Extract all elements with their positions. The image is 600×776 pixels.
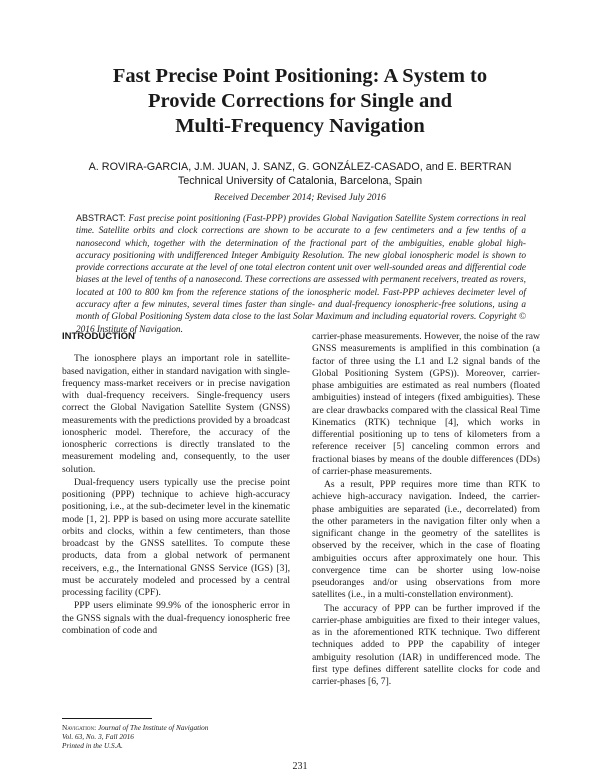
abstract-text: Fast precise point positioning (Fast-PPP) provides Global Navigation Satellite System corrections in real time. Satellite orbits and clock corrections are shown to be accurate to a few centimeters and a few tenths of a nanosecond which, together with the determination of the fractional part of the ambiguities, enable global high-accuracy positioning with undifferenced Integer Ambiguity Resolution. The new global ionospheric model is shown to provide corrections accurate at the level of one total electron content unit over well-sounded areas and differential code biases at the level of tenths of a nanosecond. These corrections are assessed with permanent receivers, treated as rovers, located at 100 to 800 km from the reference stations of the ionospheric model. Fast-PPP achieves decimeter level of accuracy after a few minutes, several times faster than single- and dual-frequency ionospheric-free solutions, using a month of Global Positioning System data close to the last Solar Maximum and including equatorial rovers. Copyright © 2016 Institute of Navigation.: [76, 214, 526, 335]
author-block: [60, 160, 540, 188]
paragraph: The ionosphere plays an important role in satellite-based navigation, either in standard navigation with single-frequency mass-market receivers or in precise navigation with dual-frequency receivers. Single-frequency users correct the Global Navigation Satellite System (GNSS) measurements with the predictions provided by a broadcast ionospheric model. Therefore, the accuracy of the ionospheric corrections is directly translated to the measurement modeling and, consequently, to the user solution.: [62, 353, 290, 475]
received-dates: Received December 2014; Revised July 2016: [214, 193, 386, 203]
journal-volume: Vol. 63, No. 3, Fall 2016: [62, 732, 134, 741]
affiliation: Technical University of Catalonia, Barcelona, Spain: [177, 175, 423, 187]
abstract-label: ABSTRACT:: [76, 213, 126, 223]
page-number: 231: [292, 761, 308, 772]
section-heading: INTRODUCTION: [62, 331, 135, 342]
abstract: [76, 212, 526, 336]
paragraph: The accuracy of PPP can be further improved if the carrier-phase ambiguities are fixed to their integer values, as in the aforementioned RTK technique. Two different techniques added to PPP the capability of integer ambiguity resolution (IAR) in undifferenced mode. The first type defines different satellite clocks for code and carrier-phases [6, 7].: [312, 602, 540, 687]
right-column: [312, 331, 540, 689]
title-line: Multi-Frequency Navigation: [175, 115, 425, 137]
paper-title: [60, 64, 540, 139]
paragraph: As a result, PPP requires more time than RTK to achieve high-accuracy navigation. Indeed, the carrier-phase ambiguities are separated (i.e., decorrelated) from the other parameters in the navigation filter only when a significant change in the geometry of the satellites is observed by the receiver, which in the case of floating ambiguities occurs after approximately one hour. This convergence time can be shorter using low-noise pseudoranges and/or using observations from more satellites (i.e., in a multi-constellation environment).: [312, 479, 540, 601]
title-line: Fast Precise Point Positioning: A System to: [112, 65, 488, 87]
left-column: [62, 331, 290, 638]
journal-subtitle: Journal of The Institute of Navigation: [97, 723, 209, 732]
footnote-divider: [62, 718, 152, 719]
author-list: A. ROVIRA-GARCIA, J.M. JUAN, J. SANZ, G. GONZÁLEZ-CASADO, and E. BERTRAN: [88, 161, 512, 173]
paragraph: PPP users eliminate 99.9% of the ionospheric error in the GNSS signals with the dual-frequency ionospheric free combination of code and: [62, 600, 290, 636]
journal-name: Navigation:: [62, 723, 97, 732]
paragraph: Dual-frequency users typically use the precise point positioning (PPP) technique to achieve high-accuracy positioning, i.e., at the sub-decimeter level in the kinematic mode [1, 2]. PPP is based on using more accurate satellite orbits and clocks, within a few centimeters, than those broadcast by the GNSS satellites. To compute these products, data from a global network of permanent receivers, e.g., the International GNSS Service (IGS) [3], must be accurately modeled and processed by a central processing facility (CPF).: [62, 476, 290, 598]
journal-footer: [62, 723, 290, 750]
printed-note: Printed in the U.S.A.: [62, 741, 123, 750]
paragraph: carrier-phase measurements. However, the noise of the raw GNSS measurements is amplified in this combination (a factor of three using the L1 and L2 signal bands of the Global Positioning System (GPS)). Moreover, carrier-phase ambiguities are estimated as real numbers (floated ambiguities) instead of integers (fixed ambiguities). These are clear drawbacks compared with the classical Real Time Kinematics (RTK) technique [4], which works in differential positioning up to tens of kilometers from a reference receiver [5] canceling common errors and fractional biases by means of the double differences (DDs) of carrier-phase measurements.: [312, 331, 540, 477]
title-line: Provide Corrections for Single and: [147, 90, 453, 112]
